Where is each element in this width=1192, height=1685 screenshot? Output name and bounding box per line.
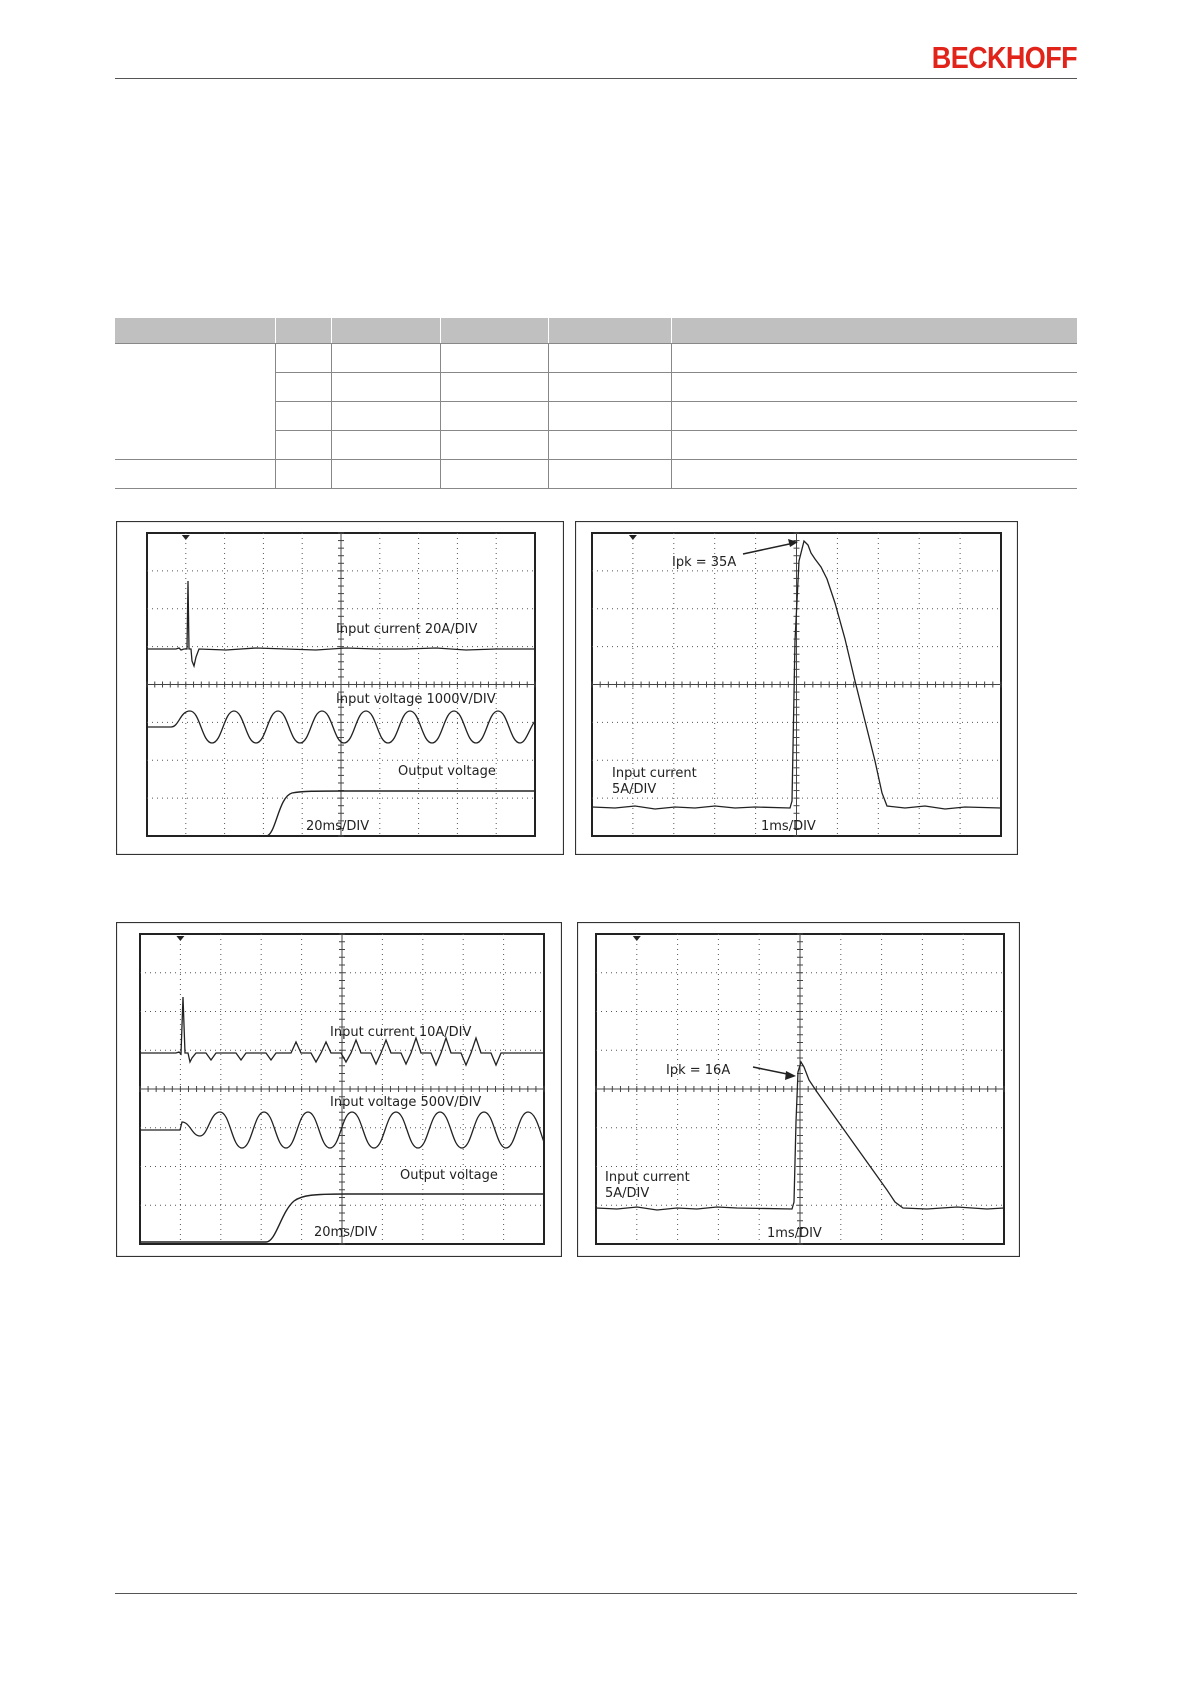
annotation-timebase: 1ms/DIV <box>767 1226 822 1241</box>
table-cell <box>275 402 331 431</box>
annotation-input-voltage: Input voltage 500V/DIV <box>330 1095 482 1110</box>
table-cell <box>671 431 1077 460</box>
table-header-cell <box>440 318 548 344</box>
footer-rule <box>115 1593 1077 1594</box>
table-cell <box>115 344 275 460</box>
table-cell <box>440 344 548 373</box>
table-cell <box>331 344 440 373</box>
table-cell <box>331 402 440 431</box>
table-cell <box>440 402 548 431</box>
table-cell <box>548 431 671 460</box>
scope-startup-2-svg <box>116 922 562 1257</box>
annotation-input-current: Input current <box>605 1170 690 1185</box>
table-cell <box>671 460 1077 489</box>
annotation-input-current: Input current 20A/DIV <box>336 622 478 637</box>
table-cell <box>275 460 331 489</box>
table-cell <box>671 344 1077 373</box>
header-rule <box>115 78 1077 79</box>
table-header-cell <box>115 318 275 344</box>
scope-startup-1-svg <box>116 521 564 855</box>
scope-inrush-2 <box>577 922 1020 1257</box>
table-cell <box>548 460 671 489</box>
annotation-input-current: Input current 10A/DIV <box>330 1025 472 1040</box>
annotation-input-current: Input current <box>612 766 697 781</box>
scope-startup-1 <box>116 521 564 855</box>
table-header-cell <box>548 318 671 344</box>
table-cell <box>275 344 331 373</box>
annotation-scale: 5A/DIV <box>612 782 657 797</box>
annotation-peak: Ipk = 35A <box>672 555 737 570</box>
table-cell <box>671 402 1077 431</box>
table-header-cell <box>331 318 440 344</box>
table-header-cell <box>671 318 1077 344</box>
table-cell <box>440 373 548 402</box>
spec-table <box>115 318 1077 489</box>
annotation-timebase: 20ms/DIV <box>314 1225 378 1240</box>
annotation-output-voltage: Output voltage <box>400 1168 498 1183</box>
annotation-timebase: 20ms/DIV <box>306 819 370 834</box>
annotation-timebase: 1ms/DIV <box>761 819 816 834</box>
annotation-peak: Ipk = 16A <box>666 1063 731 1078</box>
table-cell <box>440 431 548 460</box>
scope-inrush-2-svg <box>577 922 1020 1257</box>
table-cell <box>548 402 671 431</box>
scope-inrush-1-svg <box>575 521 1018 855</box>
table-cell <box>275 373 331 402</box>
beckhoff-logo: BECKHOFF <box>931 41 1077 75</box>
scope-inrush-1 <box>575 521 1018 855</box>
annotation-scale: 5A/DIV <box>605 1186 650 1201</box>
table-row <box>115 460 1077 489</box>
table-cell <box>671 373 1077 402</box>
table-header-cell <box>275 318 331 344</box>
scope-startup-2 <box>116 922 562 1257</box>
table-cell <box>548 344 671 373</box>
table-cell <box>331 431 440 460</box>
table-cell <box>440 460 548 489</box>
table-cell <box>275 431 331 460</box>
table-row <box>115 344 1077 373</box>
table-cell <box>115 460 275 489</box>
table-cell <box>331 373 440 402</box>
annotation-input-voltage: Input voltage 1000V/DIV <box>336 692 496 707</box>
table-cell <box>331 460 440 489</box>
table-cell <box>548 373 671 402</box>
annotation-output-voltage: Output voltage <box>398 764 496 779</box>
table-header-row <box>115 318 1077 344</box>
